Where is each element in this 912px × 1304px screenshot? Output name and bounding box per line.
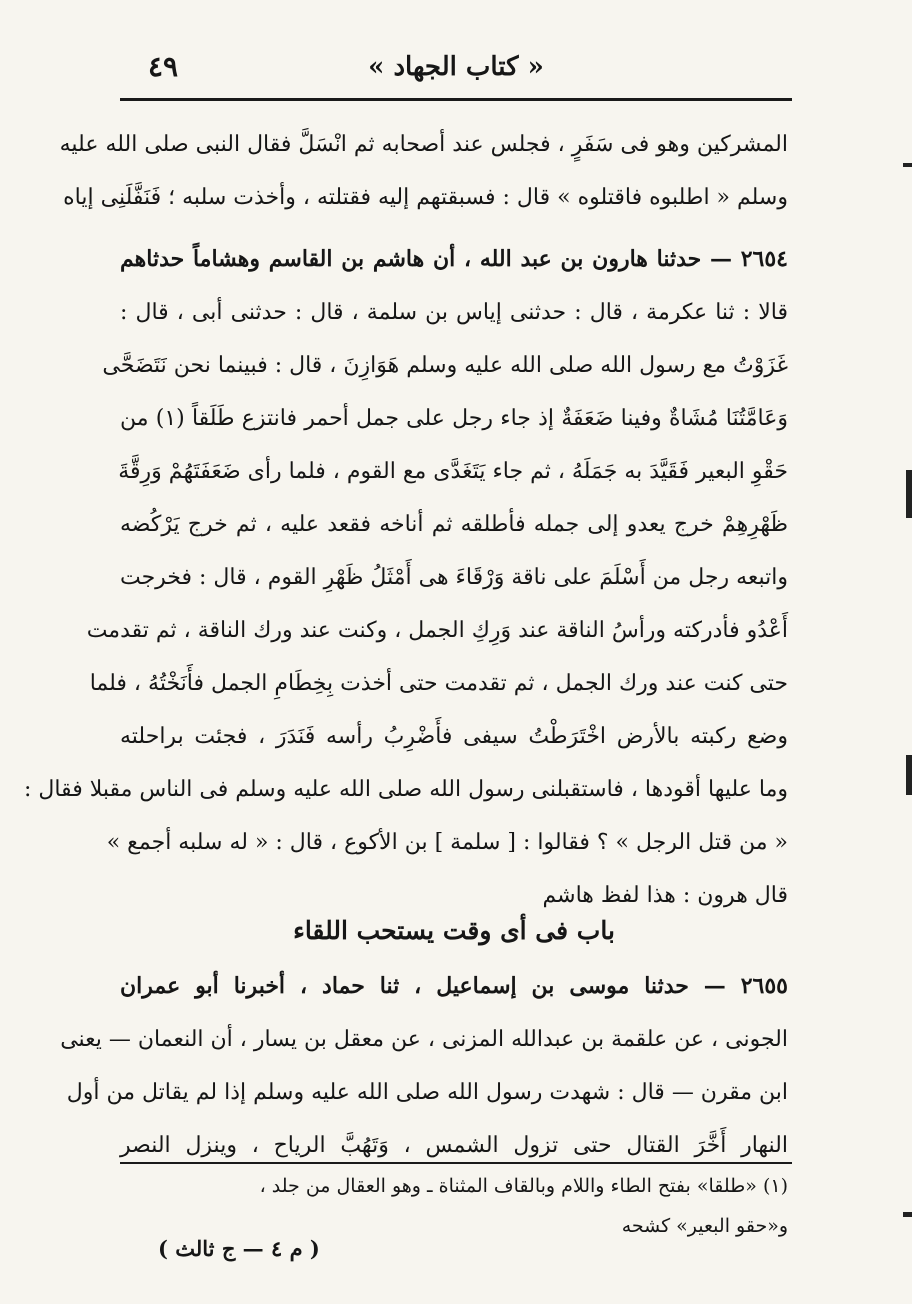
footnote-rule bbox=[120, 1162, 792, 1164]
text-line: وسلم « اطلبوه فاقتلوه » قال : فسبقتهم إليه فقتلته ، وأخذت سلبه ؛ فَنَفَّلَنِى إياه bbox=[63, 185, 788, 210]
text-line: غَزَوْتُ مع رسول الله صلى الله عليه وسلم هَوَازِنَ ، قال : فبينما نحن نَتَضَحَّى bbox=[102, 353, 788, 378]
footnote-line: (١) «طلقا» بفتح الطاء واللام وبالقاف المثناة ـ وهو العقال من جلد ، bbox=[259, 1175, 788, 1197]
signature-mark: ( م ٤ — ج ثالث ) bbox=[158, 1236, 320, 1261]
page-number: ٤٩ bbox=[148, 50, 179, 83]
text-line: قال هرون : هذا لفظ هاشم bbox=[542, 883, 788, 908]
edge-mark bbox=[906, 470, 912, 518]
edge-mark bbox=[903, 163, 912, 167]
text-line: الجونى ، عن علقمة بن عبدالله المزنى ، عن معقل بن يسار ، أن النعمان — يعنى bbox=[60, 1027, 788, 1052]
edge-mark bbox=[906, 755, 912, 795]
section-heading: باب فى أى وقت يستحب اللقاء bbox=[293, 916, 615, 945]
text-line: حتى كنت عند ورك الجمل ، ثم تقدمت حتى أخذت بِخِطَامِ الجمل فأَنَخْتُهُ ، فلما bbox=[89, 671, 788, 696]
text-line: أَعْدُو فأدركته ورأسُ الناقة عند وَرِكِ الجمل ، وكنت عند ورك الناقة ، ثم تقدمت bbox=[86, 618, 788, 643]
text-line: المشركين وهو فى سَفَرٍ ، فجلس عند أصحابه ثم انْسَلَّ فقال النبى صلى الله عليه bbox=[59, 132, 788, 157]
text-line: قالا : ثنا عكرمة ، قال : حدثنى إياس بن سلمة ، قال : حدثنى أبى ، قال : bbox=[120, 300, 788, 325]
edge-mark bbox=[903, 1212, 912, 1217]
text-line: النهار أَخَّرَ القتال حتى تزول الشمس ، وَتَهُبَّ الرياح ، وينزل النصر bbox=[120, 1133, 788, 1158]
page-header bbox=[120, 50, 792, 94]
header-rule bbox=[120, 98, 792, 101]
text-line: وما عليها أقودها ، فاستقبلنى رسول الله صلى الله عليه وسلم فى الناس مقبلا فقال : bbox=[23, 777, 788, 802]
text-line: واتبعه رجل من أَسْلَمَ على ناقة وَرْقَاءَ هى أَمْثَلُ ظَهْرِ القوم ، قال : فخرجت bbox=[119, 565, 788, 590]
hadith-2655 bbox=[60, 960, 788, 1172]
text-line: ظَهْرِهِمْ خرج يعدو إلى جمله فأطلقه ثم أناخه فقعد عليه ، ثم خرج يَرْكُضه bbox=[120, 512, 788, 537]
text-line: حَقْوِ البعير فَقَيَّدَ به جَمَلَهُ ، ثم جاء يَتَغَدَّى مع القوم ، فلما رأى ضَعَفَتَهُمْ وَرِقَّةَ bbox=[118, 459, 788, 484]
footnotes bbox=[120, 1166, 788, 1246]
running-title: « كتاب الجهاد » bbox=[368, 52, 544, 82]
hadith-opening-line: ٢٦٥٥ — حدثنا موسى بن إسماعيل ، ثنا حماد ، أخبرنا أبو عمران bbox=[120, 973, 788, 999]
text-line: وَعَامَّتُنَا مُشَاةٌ وفينا ضَعَفَةٌ إذ جاء رجل على جمل أحمر فانتزع طَلَقاً (١) من bbox=[120, 406, 789, 431]
hadith-2653-ending bbox=[59, 118, 788, 224]
text-line: ابن مقرن — قال : شهدت رسول الله صلى الله عليه وسلم إذا لم يقاتل من أول bbox=[66, 1080, 788, 1105]
footnote-line: و«حقو البعير» كشحه bbox=[621, 1215, 788, 1237]
text-line: « من قتل الرجل » ؟ فقالوا : [ سلمة ] بن الأكوع ، قال : « له سلبه أجمع » bbox=[106, 830, 788, 855]
hadith-opening-line: ٢٦٥٤ — حدثنا هارون بن عبد الله ، أن هاشم بن القاسم وهشاماً حدثاهم bbox=[120, 246, 788, 272]
hadith-2654 bbox=[23, 233, 789, 922]
text-line: وضع ركبته بالأرض اخْتَرَطْتُ سيفى فأَضْرِبُ رأسه فَنَدَرَ ، فجئت براحلته bbox=[120, 724, 788, 749]
